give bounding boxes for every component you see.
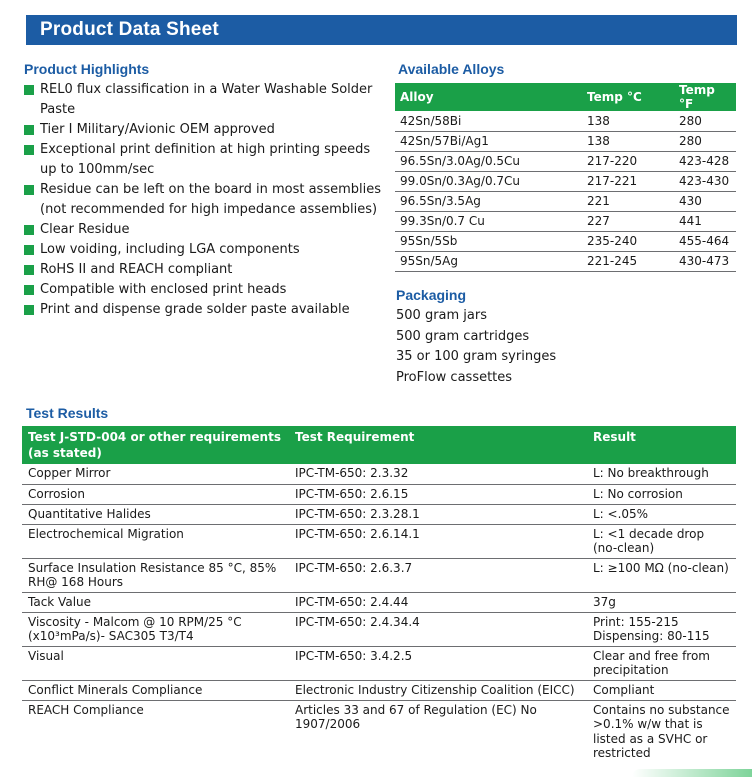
highlight-item: Tier I Military/Avionic OEM approved <box>24 120 384 140</box>
test-name-cell: Quantitative Halides <box>22 504 289 524</box>
temp-f-cell: 455-464 <box>674 231 736 251</box>
test-requirement-cell: IPC-TM-650: 3.4.2.5 <box>289 646 587 680</box>
alloy-cell: 42Sn/57Bi/Ag1 <box>395 131 582 151</box>
test-result-cell: Contains no substance >0.1% w/w that is listed as a SVHC or restricted <box>593 702 730 760</box>
test-name-cell: REACH Compliance <box>28 702 144 717</box>
table-row <box>395 151 736 171</box>
highlight-item: Print and dispense grade solder paste available <box>24 300 384 320</box>
test-result-cell: L: No breakthrough <box>587 464 736 484</box>
temp-c-cell: 217-220 <box>582 151 674 171</box>
temp-c-cell: 221-245 <box>582 251 674 271</box>
test-requirement-cell: IPC-TM-650: 2.4.44 <box>289 592 587 612</box>
test-name-cell: Tack Value <box>22 592 289 612</box>
highlight-item: Low voiding, including LGA components <box>24 240 384 260</box>
test-result-cell: L: ≥100 MΩ (no-clean) <box>587 558 736 592</box>
alloy-cell: 99.3Sn/0.7 Cu <box>395 211 582 231</box>
test-name-cell: Conflict Minerals Compliance <box>22 680 289 700</box>
table-row <box>22 680 736 700</box>
temp-f-cell: 280 <box>674 111 736 131</box>
packaging-title: Packaging <box>396 287 467 303</box>
table-row <box>22 464 736 484</box>
test-requirement-cell: IPC-TM-650: 2.6.15 <box>289 484 587 504</box>
table-row <box>395 231 736 251</box>
temp-c-cell: 227 <box>582 211 674 231</box>
bullet-square-icon <box>24 85 34 95</box>
test-requirement-cell: IPC-TM-650: 2.3.28.1 <box>289 504 587 524</box>
tests-header-cell: Test Requirement <box>289 426 587 464</box>
test-requirement-cell: IPC-TM-650: 2.6.14.1 <box>289 524 587 558</box>
highlights-list <box>24 80 384 320</box>
test-requirement-cell: IPC-TM-650: 2.4.34.4 <box>289 612 587 646</box>
table-row <box>22 524 736 558</box>
test-result-cell: Print: 155-215 Dispensing: 80-115 <box>587 612 736 646</box>
test-name-cell: Visual <box>22 646 289 680</box>
bullet-square-icon <box>24 125 34 135</box>
bullet-square-icon <box>24 245 34 255</box>
highlight-item: REL0 flux classification in a Water Washable Solder Paste <box>24 80 384 120</box>
table-row <box>22 646 736 680</box>
alloys-header-cell: Alloy <box>395 83 582 111</box>
test-name-cell: Surface Insulation Resistance 85 °C, 85% RH@ 168 Hours <box>22 558 289 592</box>
packaging-item: 500 gram jars <box>396 308 487 323</box>
table-row <box>395 251 736 271</box>
temp-f-cell: 430-473 <box>674 251 736 271</box>
highlight-item: RoHS II and REACH compliant <box>24 260 384 280</box>
table-row <box>22 612 736 646</box>
tests-header-row <box>22 426 736 464</box>
decorative-swoosh <box>632 769 752 777</box>
alloys-table <box>395 83 736 272</box>
bullet-square-icon <box>24 305 34 315</box>
alloy-cell: 95Sn/5Sb <box>395 231 582 251</box>
top-edge <box>0 0 752 2</box>
highlight-item: Clear Residue <box>24 220 384 240</box>
test-results-table <box>22 426 736 763</box>
packaging-item: ProFlow cassettes <box>396 369 513 385</box>
tests-header-cell: Test J-STD-004 or other requirements (as stated) <box>22 426 289 464</box>
test-name-cell: Corrosion <box>22 484 289 504</box>
test-result-cell: Compliant <box>587 680 736 700</box>
alloys-header-cell: Temp °F <box>674 83 736 111</box>
temp-c-cell: 138 <box>582 111 674 131</box>
test-result-cell: L: <1 decade drop (no-clean) <box>587 524 736 558</box>
page-header <box>26 15 737 45</box>
test-requirement-cell: IPC-TM-650: 2.6.3.7 <box>289 558 587 592</box>
temp-f-cell: 430 <box>674 191 736 211</box>
alloy-cell: 96.5Sn/3.5Ag <box>395 191 582 211</box>
page-title: Product Data Sheet <box>40 19 219 40</box>
table-row <box>395 111 736 131</box>
test-result-cell: 37g <box>587 592 736 612</box>
packaging-item: 500 gram cartridges <box>396 328 530 344</box>
table-row <box>395 191 736 211</box>
test-result-cell: L: No corrosion <box>587 484 736 504</box>
table-row <box>22 504 736 524</box>
bullet-square-icon <box>24 145 34 155</box>
test-result-cell: L: <.05% <box>587 504 736 524</box>
alloy-cell: 96.5Sn/3.0Ag/0.5Cu <box>395 151 582 171</box>
alloys-header-cell: Temp °C <box>582 83 674 111</box>
temp-f-cell: 423-428 <box>674 151 736 171</box>
test-name-cell: Electrochemical Migration <box>22 524 289 558</box>
temp-f-cell: 423-430 <box>674 171 736 191</box>
packaging-item: 35 or 100 gram syringes <box>396 349 557 364</box>
bullet-square-icon <box>24 265 34 275</box>
test-requirement-cell: Electronic Industry Citizenship Coalition (EICC) <box>289 680 587 700</box>
temp-c-cell: 217-221 <box>582 171 674 191</box>
temp-c-cell: 221 <box>582 191 674 211</box>
highlight-item: Exceptional print definition at high printing speeds up to 100mm/sec <box>24 140 384 180</box>
bullet-square-icon <box>24 225 34 235</box>
bullet-square-icon <box>24 285 34 295</box>
highlight-item: Compatible with enclosed print heads <box>24 280 384 300</box>
table-row <box>395 211 736 231</box>
test-name-cell: Copper Mirror <box>22 464 289 484</box>
temp-c-cell: 235-240 <box>582 231 674 251</box>
test-name-cell: Viscosity - Malcom @ 10 RPM/25 °C (x10³mPa/s)- SAC305 T3/T4 <box>22 612 289 646</box>
table-row <box>22 700 736 763</box>
highlights-title: Product Highlights <box>24 61 150 77</box>
tests-header-cell: Result <box>587 426 736 464</box>
temp-f-cell: 441 <box>674 211 736 231</box>
test-result-cell: Clear and free from precipitation <box>587 646 736 680</box>
table-row <box>22 592 736 612</box>
packaging-list <box>396 306 556 388</box>
alloy-cell: 99.0Sn/0.3Ag/0.7Cu <box>395 171 582 191</box>
tests-title: Test Results <box>26 405 109 421</box>
bullet-square-icon <box>24 185 34 195</box>
alloy-cell: 95Sn/5Ag <box>395 251 582 271</box>
temp-f-cell: 280 <box>674 131 736 151</box>
temp-c-cell: 138 <box>582 131 674 151</box>
table-row <box>395 171 736 191</box>
alloys-title: Available Alloys <box>398 61 505 77</box>
highlight-item: Residue can be left on the board in most assemblies (not recommended for high impedance assemblies) <box>24 180 384 220</box>
alloy-cell: 42Sn/58Bi <box>395 111 582 131</box>
table-row <box>395 131 736 151</box>
test-requirement-cell: Articles 33 and 67 of Regulation (EC) No 1907/2006 <box>295 702 537 731</box>
table-row <box>22 558 736 592</box>
test-requirement-cell: IPC-TM-650: 2.3.32 <box>289 464 587 484</box>
alloys-header-row <box>395 83 736 111</box>
table-row <box>22 484 736 504</box>
